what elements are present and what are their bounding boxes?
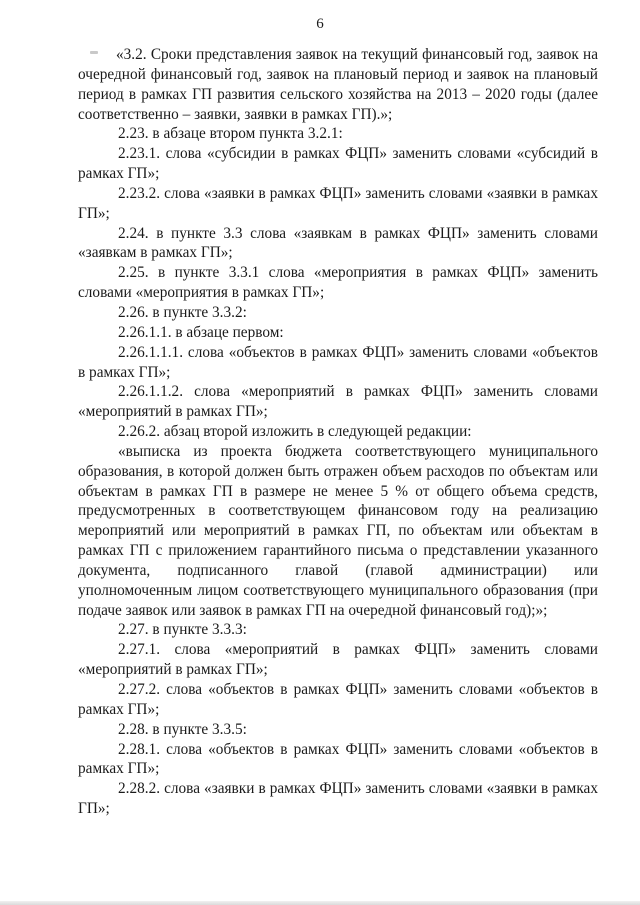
page-number: 6 xyxy=(316,16,324,32)
paragraph-2-26-1-1-1: 2.26.1.1.1. слова «объектов в рамках ФЦП» заменить словами «объектов в рамках ГП»; xyxy=(78,343,598,381)
paragraph-2-27-2: 2.27.2. слова «объектов в рамках ФЦП» заменить словами «объектов в рамках ГП»; xyxy=(78,681,598,718)
paragraph-2-23-2: 2.23.2. слова «заявки в рамках ФЦП» заменить словами «заявки в рамках ГП»; xyxy=(78,184,598,222)
paragraph-3-2-text: «3.2. Сроки представления заявок на текущий финансовый год, заявок на очередной финансовый год, заявок на плановый период и заявок на плановый период в рамках ГП развития сельского хозяйства на 2013 – 2020 годы (далее соответственно – заявки, заявки в рамках ГП).»; xyxy=(78,46,598,123)
paragraph-2-27: 2.27. в пункте 3.3.3: xyxy=(118,621,247,639)
paragraph-2-28: 2.28. в пункте 3.3.5: xyxy=(118,720,247,738)
paragraph-2-23: 2.23. в абзаце втором пункта 3.2.1: xyxy=(118,125,343,143)
paragraph-2-26-1-1: 2.26.1.1. в абзаце первом: xyxy=(118,323,284,341)
paragraph-2-26-1-1-2: 2.26.1.1.2. слова «мероприятий в рамках ФЦП» заменить словами «мероприятий в рамках ГП»; xyxy=(78,383,598,421)
paragraph-2-28-2: 2.28.2. слова «заявки в рамках ФЦП» заменить словами «заявки в рамках ГП»; xyxy=(78,780,598,818)
page-bottom-edge xyxy=(0,901,640,905)
paragraph-2-24: 2.24. в пункте 3.3 слова «заявкам в рамках ФЦП» заменить словами «заявкам в рамках ГП»; xyxy=(78,224,598,262)
paragraph-2-23-1: 2.23.1. слова «субсидии в рамках ФЦП» заменить словами «субсидий в рамках ГП»; xyxy=(78,145,598,183)
paragraph-quoted-extract: «выписка из проекта бюджета соответствующего муниципального образования, в которой должен быть отражен объем расходов по объектам или объектам в рамках ГП в размере не менее 5 % от общего объема средств, предусмотренных в соответствующем финансовом году на реализацию мероприятий или мероприятий в рамках ГП, по объектам или объектам в рамках ГП с приложением гарантийного письма о представлении указанного документа, подписанного главой (главой администрации) или уполномоченным лицом соответствующего муниципального образования (при подаче заявок или заявок в рамках ГП на очередной финансовый год);»; xyxy=(78,442,598,619)
paragraph-2-25: 2.25. в пункте 3.3.1 слова «мероприятия в рамках ФЦП» заменить словами «мероприятия в рамках ГП»; xyxy=(78,264,598,302)
paragraph-2-26: 2.26. в пункте 3.3.2: xyxy=(118,303,247,321)
paragraph-2-28-1: 2.28.1. слова «объектов в рамках ФЦП» заменить словами «объектов в рамках ГП»; xyxy=(78,740,598,778)
document-body xyxy=(78,45,598,819)
paragraph-2-27-1: 2.27.1. слова «мероприятий в рамках ФЦП» заменить словами «мероприятий в рамках ГП»; xyxy=(78,641,598,679)
paragraph-2-26-2: 2.26.2. абзац второй изложить в следующей редакции: xyxy=(118,423,472,441)
